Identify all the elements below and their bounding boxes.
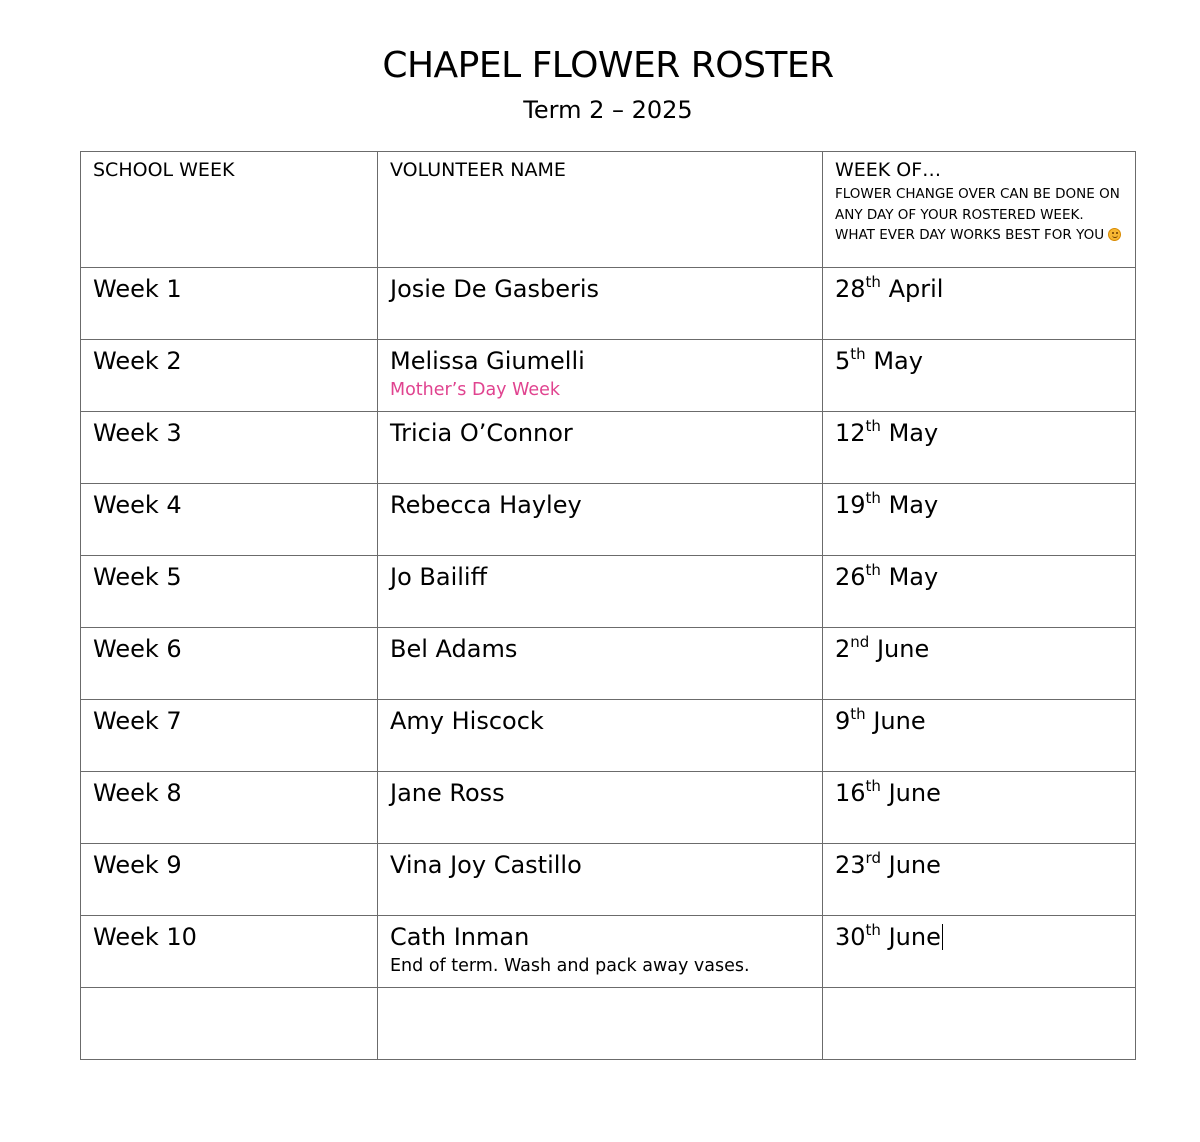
- week-of-cell[interactable]: [823, 484, 1136, 556]
- week-of-cell[interactable]: [823, 700, 1136, 772]
- date-ordinal-suffix: th: [865, 417, 881, 435]
- header-cell-volunteer-name[interactable]: [378, 152, 823, 268]
- volunteer-name: Rebecca Hayley: [390, 491, 582, 519]
- date-month: June: [888, 923, 941, 951]
- week-of-date: [835, 346, 1124, 376]
- week-of-note-text: FLOWER CHANGE OVER CAN BE DONE ON ANY DAY OF YOUR ROSTERED WEEK. WHAT EVER DAY WORKS BEST FOR YOU: [835, 186, 1120, 243]
- school-week-cell[interactable]: [81, 628, 378, 700]
- school-week-cell[interactable]: [81, 844, 378, 916]
- week-of-date: [835, 706, 1124, 736]
- week-of-date: [835, 562, 1124, 592]
- school-week-cell[interactable]: [81, 700, 378, 772]
- date-month: June: [888, 851, 941, 879]
- volunteer-name-cell[interactable]: [378, 628, 823, 700]
- document-subtitle: Term 2 – 2025: [523, 96, 693, 124]
- header-row: [81, 152, 1136, 268]
- week-of-date: [835, 418, 1124, 448]
- date-day: 26: [835, 563, 866, 591]
- volunteer-name: Bel Adams: [390, 635, 518, 663]
- date-day: 30: [835, 923, 866, 951]
- school-week-label: Week 9: [93, 851, 182, 879]
- volunteer-name: Amy Hiscock: [390, 707, 544, 735]
- date-ordinal-suffix: th: [865, 777, 881, 795]
- date-day: 5: [835, 347, 851, 375]
- week-of-date: [835, 274, 1124, 304]
- date-ordinal-suffix: th: [850, 345, 866, 363]
- roster-row: [81, 484, 1136, 556]
- week-of-cell[interactable]: [823, 340, 1136, 412]
- date-month: June: [876, 635, 930, 663]
- school-week-cell[interactable]: [81, 340, 378, 412]
- volunteer-name-cell[interactable]: [378, 340, 823, 412]
- week-of-date: [835, 922, 1124, 952]
- date-month: May: [888, 419, 939, 447]
- date-ordinal-suffix: th: [865, 561, 881, 579]
- week-of-cell[interactable]: [823, 628, 1136, 700]
- roster-row: [81, 628, 1136, 700]
- date-ordinal-suffix: nd: [850, 633, 870, 651]
- school-week-label: Week 4: [93, 491, 182, 519]
- empty-cell[interactable]: [378, 988, 823, 1060]
- empty-row: [81, 988, 1136, 1060]
- school-week-label: Week 7: [93, 707, 182, 735]
- end-of-term-note: End of term. Wash and pack away vases.: [390, 956, 750, 976]
- school-week-cell[interactable]: [81, 916, 378, 988]
- roster-row: [81, 556, 1136, 628]
- date-month: June: [873, 707, 926, 735]
- volunteer-name-cell[interactable]: [378, 556, 823, 628]
- roster-row: [81, 772, 1136, 844]
- volunteer-name: Jo Bailiff: [390, 563, 488, 591]
- school-week-label: Week 2: [93, 347, 182, 375]
- volunteer-name-cell[interactable]: [378, 772, 823, 844]
- school-week-cell[interactable]: [81, 556, 378, 628]
- school-week-label: Week 10: [93, 923, 197, 951]
- week-of-cell[interactable]: [823, 412, 1136, 484]
- roster-row: [81, 916, 1136, 988]
- date-day: 16: [835, 779, 866, 807]
- roster-row: [81, 844, 1136, 916]
- school-week-header: SCHOOL WEEK: [93, 159, 235, 181]
- header-cell-week-of[interactable]: [823, 152, 1136, 268]
- empty-cell[interactable]: [81, 988, 378, 1060]
- header-cell-school-week[interactable]: [81, 152, 378, 268]
- roster-row: [81, 268, 1136, 340]
- date-day: 2: [835, 635, 851, 663]
- date-ordinal-suffix: th: [865, 921, 881, 939]
- roster-row: [81, 700, 1136, 772]
- school-week-cell[interactable]: [81, 268, 378, 340]
- school-week-cell[interactable]: [81, 772, 378, 844]
- volunteer-name: Josie De Gasberis: [390, 275, 600, 303]
- date-day: 9: [835, 707, 851, 735]
- mothers-day-note: Mother’s Day Week: [390, 380, 561, 400]
- date-day: 28: [835, 275, 866, 303]
- smiling-face-icon: [1108, 228, 1121, 241]
- date-ordinal-suffix: th: [850, 705, 866, 723]
- week-of-date: [835, 778, 1124, 808]
- school-week-label: Week 3: [93, 419, 182, 447]
- volunteer-name: Cath Inman: [390, 923, 530, 951]
- text-cursor: [942, 924, 943, 950]
- week-of-date: [835, 850, 1124, 880]
- school-week-label: Week 1: [93, 275, 182, 303]
- roster-body: [81, 268, 1136, 988]
- school-week-label: Week 6: [93, 635, 182, 663]
- volunteer-name-cell[interactable]: [378, 844, 823, 916]
- school-week-label: Week 8: [93, 779, 182, 807]
- date-month: May: [888, 563, 939, 591]
- roster-row: [81, 340, 1136, 412]
- date-ordinal-suffix: th: [865, 273, 881, 291]
- date-month: May: [888, 491, 939, 519]
- volunteer-name: Melissa Giumelli: [390, 347, 585, 375]
- week-of-date: [835, 490, 1124, 520]
- week-of-header: WEEK OF…: [835, 159, 942, 181]
- school-week-cell[interactable]: [81, 412, 378, 484]
- week-of-cell[interactable]: [823, 916, 1136, 988]
- volunteer-name-header: VOLUNTEER NAME: [390, 159, 566, 181]
- week-of-cell[interactable]: [823, 268, 1136, 340]
- document-title: CHAPEL FLOWER ROSTER: [382, 45, 834, 86]
- week-of-cell[interactable]: [823, 556, 1136, 628]
- empty-cell[interactable]: [823, 988, 1136, 1060]
- date-ordinal-suffix: rd: [865, 849, 881, 867]
- date-ordinal-suffix: th: [865, 489, 881, 507]
- week-of-cell[interactable]: [823, 844, 1136, 916]
- volunteer-name-cell[interactable]: [378, 484, 823, 556]
- week-of-note: [835, 184, 1124, 246]
- date-month: May: [873, 347, 923, 375]
- volunteer-name-cell[interactable]: [378, 268, 823, 340]
- volunteer-name: Vina Joy Castillo: [390, 851, 582, 879]
- school-week-label: Week 5: [93, 563, 182, 591]
- school-week-cell[interactable]: [81, 484, 378, 556]
- volunteer-name: Jane Ross: [390, 779, 505, 807]
- volunteer-name-cell[interactable]: [378, 700, 823, 772]
- roster-row: [81, 412, 1136, 484]
- week-of-cell[interactable]: [823, 772, 1136, 844]
- date-day: 23: [835, 851, 866, 879]
- volunteer-name: Tricia O’Connor: [390, 419, 573, 447]
- date-month: June: [888, 779, 941, 807]
- volunteer-name-cell[interactable]: [378, 412, 823, 484]
- date-month: April: [888, 275, 944, 303]
- volunteer-name-cell[interactable]: [378, 916, 823, 988]
- week-of-date: [835, 634, 1124, 664]
- date-day: 19: [835, 491, 866, 519]
- date-day: 12: [835, 419, 866, 447]
- roster-table: [80, 151, 1136, 1060]
